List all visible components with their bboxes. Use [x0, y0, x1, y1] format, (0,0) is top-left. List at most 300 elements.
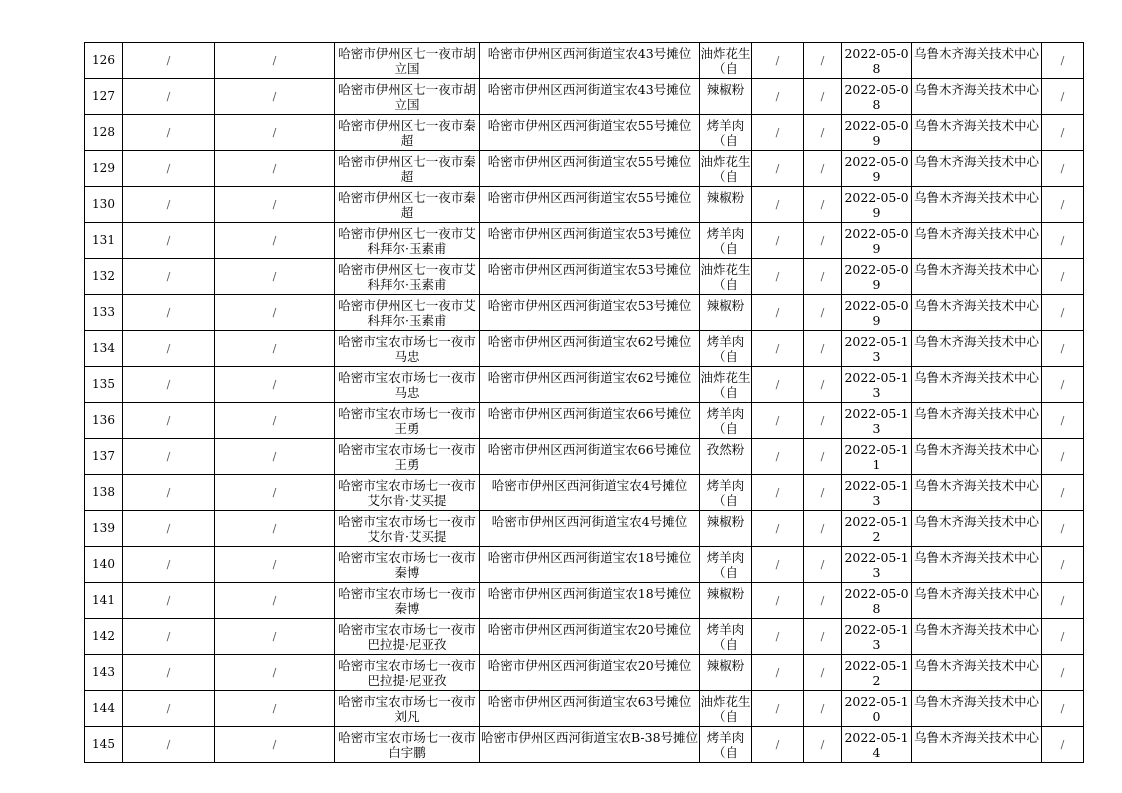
vendor-address-text: 哈密市伊州区西河街道宝农55号摊位 [487, 117, 692, 133]
table-row [85, 655, 1084, 691]
vendor-name-cell [335, 223, 480, 259]
sampling-date-text: 2022-05-09 [844, 153, 909, 184]
blank-cell [215, 439, 335, 475]
blank-text: / [820, 342, 825, 355]
sampling-date-cell [842, 295, 912, 331]
sampling-date-text: 2022-05-11 [844, 441, 909, 472]
product-name-text: 烤羊肉（自 [706, 117, 745, 148]
vendor-name-text: 哈密市宝农市场七一夜市巴拉提·尼亚孜 [338, 621, 476, 652]
testing-agency-text: 乌鲁木齐海关技术中心 [913, 153, 1039, 169]
vendor-name-cell [335, 151, 480, 187]
blank-text: / [166, 378, 171, 391]
vendor-name-cell [335, 655, 480, 691]
blank-cell [1042, 727, 1084, 763]
product-name-cell [700, 727, 752, 763]
blank-text: / [166, 342, 171, 355]
vendor-address-cell [480, 475, 700, 511]
vendor-address-text: 哈密市伊州区西河街道宝农53号摊位 [487, 297, 692, 313]
blank-text: / [1060, 594, 1065, 607]
row-number-text: 137 [92, 449, 115, 463]
blank-cell [123, 79, 215, 115]
testing-agency-cell [912, 727, 1042, 763]
blank-text: / [166, 162, 171, 175]
row-number-cell [85, 619, 123, 655]
blank-text: / [1060, 54, 1065, 67]
blank-cell [804, 151, 842, 187]
sampling-date-text: 2022-05-09 [844, 189, 909, 220]
table-row [85, 151, 1084, 187]
blank-text: / [820, 630, 825, 643]
blank-text: / [272, 630, 277, 643]
blank-text: / [166, 594, 171, 607]
testing-agency-text: 乌鲁木齐海关技术中心 [913, 585, 1039, 601]
blank-text: / [820, 198, 825, 211]
table-row [85, 259, 1084, 295]
row-number-cell [85, 547, 123, 583]
vendor-name-cell [335, 79, 480, 115]
blank-cell [215, 115, 335, 151]
vendor-name-text: 哈密市宝农市场七一夜市王勇 [338, 441, 476, 472]
row-number-cell [85, 151, 123, 187]
blank-cell [804, 367, 842, 403]
testing-agency-cell [912, 439, 1042, 475]
blank-cell [215, 583, 335, 619]
blank-cell [123, 43, 215, 79]
sampling-date-text: 2022-05-13 [844, 333, 909, 364]
blank-cell [1042, 43, 1084, 79]
sampling-date-text: 2022-05-08 [844, 45, 909, 76]
blank-cell [1042, 79, 1084, 115]
blank-cell [1042, 475, 1084, 511]
blank-text: / [775, 90, 780, 103]
product-name-cell [700, 43, 752, 79]
blank-cell [123, 583, 215, 619]
vendor-address-cell [480, 295, 700, 331]
product-name-text: 油炸花生（自 [700, 369, 751, 400]
vendor-address-text: 哈密市伊州区西河街道宝农66号摊位 [487, 441, 692, 457]
blank-cell [804, 115, 842, 151]
blank-text: / [820, 234, 825, 247]
testing-agency-cell [912, 403, 1042, 439]
blank-text: / [775, 594, 780, 607]
sampling-date-cell [842, 331, 912, 367]
row-number-cell [85, 655, 123, 691]
blank-text: / [166, 738, 171, 751]
sampling-date-cell [842, 691, 912, 727]
blank-text: / [1060, 486, 1065, 499]
vendor-address-text: 哈密市伊州区西河街道宝农4号摊位 [491, 477, 688, 493]
product-name-text: 辣椒粉 [706, 513, 745, 529]
blank-cell [123, 439, 215, 475]
testing-agency-text: 乌鲁木齐海关技术中心 [913, 405, 1039, 421]
blank-cell [215, 259, 335, 295]
blank-cell [752, 79, 804, 115]
blank-text: / [272, 522, 277, 535]
blank-cell [215, 547, 335, 583]
blank-cell [804, 619, 842, 655]
blank-text: / [820, 594, 825, 607]
vendor-address-text: 哈密市伊州区西河街道宝农4号摊位 [491, 513, 688, 529]
blank-cell [1042, 151, 1084, 187]
blank-text: / [166, 126, 171, 139]
blank-text: / [820, 54, 825, 67]
blank-text: / [820, 450, 825, 463]
testing-agency-cell [912, 79, 1042, 115]
vendor-address-text: 哈密市伊州区西河街道宝农18号摊位 [487, 549, 692, 565]
vendor-name-cell [335, 295, 480, 331]
blank-text: / [166, 54, 171, 67]
table-row [85, 331, 1084, 367]
vendor-address-cell [480, 439, 700, 475]
sampling-date-text: 2022-05-12 [844, 513, 909, 544]
blank-cell [804, 511, 842, 547]
product-name-text: 辣椒粉 [706, 81, 745, 97]
sampling-date-text: 2022-05-09 [844, 261, 909, 292]
blank-cell [804, 79, 842, 115]
product-name-text: 辣椒粉 [706, 189, 745, 205]
blank-text: / [820, 306, 825, 319]
blank-text: / [1060, 522, 1065, 535]
blank-text: / [1060, 702, 1065, 715]
blank-cell [1042, 439, 1084, 475]
table-body [85, 43, 1084, 763]
row-number-cell [85, 475, 123, 511]
blank-text: / [775, 630, 780, 643]
table-row [85, 115, 1084, 151]
product-name-text: 油炸花生（自 [700, 45, 751, 76]
blank-cell [1042, 655, 1084, 691]
blank-cell [123, 655, 215, 691]
product-name-cell [700, 439, 752, 475]
vendor-name-text: 哈密市伊州区七一夜市秦超 [338, 153, 476, 184]
row-number-text: 139 [92, 521, 115, 535]
sampling-date-cell [842, 223, 912, 259]
product-name-cell [700, 547, 752, 583]
blank-cell [1042, 331, 1084, 367]
product-name-text: 烤羊肉（自 [706, 405, 745, 436]
blank-cell [123, 511, 215, 547]
blank-cell [215, 295, 335, 331]
table-row [85, 223, 1084, 259]
sampling-date-text: 2022-05-09 [844, 117, 909, 148]
testing-agency-cell [912, 475, 1042, 511]
blank-text: / [272, 378, 277, 391]
row-number-cell [85, 79, 123, 115]
vendor-address-text: 哈密市伊州区西河街道宝农20号摊位 [487, 657, 692, 673]
blank-cell [804, 691, 842, 727]
blank-cell [752, 259, 804, 295]
blank-text: / [272, 450, 277, 463]
blank-cell [215, 475, 335, 511]
testing-agency-text: 乌鲁木齐海关技术中心 [913, 261, 1039, 277]
row-number-text: 133 [92, 305, 115, 319]
sampling-date-text: 2022-05-13 [844, 621, 909, 652]
blank-cell [1042, 187, 1084, 223]
product-name-cell [700, 151, 752, 187]
sampling-date-text: 2022-05-09 [844, 225, 909, 256]
testing-agency-cell [912, 43, 1042, 79]
blank-text: / [775, 54, 780, 67]
vendor-address-cell [480, 187, 700, 223]
row-number-cell [85, 115, 123, 151]
sampling-date-text: 2022-05-14 [844, 729, 909, 760]
blank-text: / [272, 234, 277, 247]
blank-cell [123, 295, 215, 331]
blank-cell [215, 223, 335, 259]
vendor-address-cell [480, 43, 700, 79]
vendor-name-cell [335, 403, 480, 439]
row-number-cell [85, 691, 123, 727]
blank-cell [804, 475, 842, 511]
vendor-name-cell [335, 43, 480, 79]
testing-agency-cell [912, 295, 1042, 331]
blank-text: / [166, 630, 171, 643]
sampling-date-cell [842, 151, 912, 187]
blank-text: / [166, 90, 171, 103]
blank-text: / [820, 126, 825, 139]
blank-text: / [166, 522, 171, 535]
blank-cell [215, 619, 335, 655]
vendor-address-text: 哈密市伊州区西河街道宝农18号摊位 [487, 585, 692, 601]
blank-cell [1042, 511, 1084, 547]
vendor-name-cell [335, 691, 480, 727]
blank-cell [752, 475, 804, 511]
vendor-address-cell [480, 691, 700, 727]
blank-text: / [1060, 414, 1065, 427]
blank-text: / [1060, 162, 1065, 175]
sampling-date-cell [842, 727, 912, 763]
vendor-name-cell [335, 115, 480, 151]
blank-cell [804, 403, 842, 439]
blank-text: / [1060, 126, 1065, 139]
sampling-date-text: 2022-05-12 [844, 657, 909, 688]
blank-cell [215, 727, 335, 763]
product-name-text: 辣椒粉 [706, 585, 745, 601]
inspection-results-table [84, 42, 1084, 763]
blank-cell [752, 187, 804, 223]
sampling-date-cell [842, 403, 912, 439]
product-name-cell [700, 475, 752, 511]
product-name-text: 烤羊肉（自 [706, 729, 745, 760]
testing-agency-text: 乌鲁木齐海关技术中心 [913, 621, 1039, 637]
testing-agency-cell [912, 115, 1042, 151]
blank-cell [123, 223, 215, 259]
row-number-text: 138 [92, 485, 115, 499]
blank-text: / [1060, 270, 1065, 283]
vendor-name-text: 哈密市宝农市场七一夜市刘凡 [338, 693, 476, 724]
blank-cell [804, 331, 842, 367]
testing-agency-text: 乌鲁木齐海关技术中心 [913, 441, 1039, 457]
testing-agency-text: 乌鲁木齐海关技术中心 [913, 513, 1039, 529]
blank-cell [1042, 115, 1084, 151]
blank-text: / [166, 414, 171, 427]
blank-text: / [272, 738, 277, 751]
vendor-address-text: 哈密市伊州区西河街道宝农63号摊位 [487, 693, 692, 709]
product-name-text: 烤羊肉（自 [706, 333, 745, 364]
sampling-date-text: 2022-05-10 [844, 693, 909, 724]
testing-agency-cell [912, 691, 1042, 727]
row-number-cell [85, 223, 123, 259]
vendor-address-text: 哈密市伊州区西河街道宝农53号摊位 [487, 225, 692, 241]
vendor-name-text: 哈密市伊州区七一夜市胡立国 [338, 81, 476, 112]
sampling-date-text: 2022-05-09 [844, 297, 909, 328]
blank-text: / [166, 450, 171, 463]
product-name-text: 油炸花生（自 [700, 261, 751, 292]
blank-text: / [272, 486, 277, 499]
vendor-name-text: 哈密市宝农市场七一夜市白宇鹏 [338, 729, 476, 760]
vendor-address-cell [480, 367, 700, 403]
sampling-date-text: 2022-05-13 [844, 477, 909, 508]
blank-text: / [272, 90, 277, 103]
sampling-date-cell [842, 115, 912, 151]
table-row [85, 187, 1084, 223]
blank-cell [752, 43, 804, 79]
row-number-cell [85, 439, 123, 475]
vendor-name-cell [335, 331, 480, 367]
blank-cell [804, 259, 842, 295]
product-name-text: 孜然粉 [706, 441, 745, 457]
blank-cell [752, 151, 804, 187]
testing-agency-text: 乌鲁木齐海关技术中心 [913, 117, 1039, 133]
sampling-date-cell [842, 367, 912, 403]
product-name-cell [700, 403, 752, 439]
blank-cell [1042, 403, 1084, 439]
table-row [85, 727, 1084, 763]
product-name-text: 烤羊肉（自 [706, 225, 745, 256]
blank-text: / [820, 666, 825, 679]
vendor-address-cell [480, 151, 700, 187]
blank-cell [752, 511, 804, 547]
testing-agency-cell [912, 187, 1042, 223]
blank-text: / [166, 702, 171, 715]
vendor-address-text: 哈密市伊州区西河街道宝农62号摊位 [487, 369, 692, 385]
blank-text: / [1060, 306, 1065, 319]
vendor-name-text: 哈密市宝农市场七一夜市马忠 [338, 333, 476, 364]
row-number-text: 145 [92, 737, 115, 751]
blank-cell [804, 295, 842, 331]
blank-text: / [820, 486, 825, 499]
vendor-address-text: 哈密市伊州区西河街道宝农53号摊位 [487, 261, 692, 277]
blank-text: / [272, 414, 277, 427]
blank-text: / [1060, 738, 1065, 751]
blank-text: / [166, 558, 171, 571]
vendor-address-text: 哈密市伊州区西河街道宝农62号摊位 [487, 333, 692, 349]
testing-agency-cell [912, 151, 1042, 187]
testing-agency-text: 乌鲁木齐海关技术中心 [913, 225, 1039, 241]
sampling-date-cell [842, 475, 912, 511]
blank-cell [752, 583, 804, 619]
blank-cell [215, 79, 335, 115]
blank-cell [123, 691, 215, 727]
testing-agency-cell [912, 223, 1042, 259]
blank-cell [215, 331, 335, 367]
sampling-date-cell [842, 547, 912, 583]
product-name-text: 辣椒粉 [706, 657, 745, 673]
product-name-text: 烤羊肉（自 [706, 549, 745, 580]
table-row [85, 619, 1084, 655]
blank-text: / [775, 558, 780, 571]
blank-cell [1042, 259, 1084, 295]
blank-text: / [775, 270, 780, 283]
testing-agency-text: 乌鲁木齐海关技术中心 [913, 189, 1039, 205]
product-name-cell [700, 259, 752, 295]
blank-cell [752, 295, 804, 331]
vendor-name-cell [335, 727, 480, 763]
vendor-address-cell [480, 79, 700, 115]
sampling-date-text: 2022-05-13 [844, 549, 909, 580]
vendor-address-text: 哈密市伊州区西河街道宝农55号摊位 [487, 189, 692, 205]
row-number-text: 131 [92, 233, 115, 247]
table-row [85, 691, 1084, 727]
sampling-date-cell [842, 583, 912, 619]
blank-cell [752, 331, 804, 367]
vendor-address-cell [480, 511, 700, 547]
blank-text: / [820, 162, 825, 175]
blank-text: / [820, 378, 825, 391]
blank-cell [123, 367, 215, 403]
blank-text: / [775, 522, 780, 535]
blank-cell [123, 331, 215, 367]
blank-cell [123, 187, 215, 223]
blank-text: / [166, 306, 171, 319]
vendor-name-cell [335, 187, 480, 223]
sampling-date-text: 2022-05-08 [844, 81, 909, 112]
vendor-address-text: 哈密市伊州区西河街道宝农43号摊位 [487, 81, 692, 97]
vendor-address-cell [480, 583, 700, 619]
blank-text: / [820, 702, 825, 715]
vendor-address-cell [480, 223, 700, 259]
blank-text: / [166, 666, 171, 679]
vendor-name-text: 哈密市宝农市场七一夜市秦博 [338, 549, 476, 580]
blank-cell [752, 403, 804, 439]
row-number-text: 141 [92, 593, 115, 607]
testing-agency-text: 乌鲁木齐海关技术中心 [913, 369, 1039, 385]
row-number-text: 136 [92, 413, 115, 427]
sampling-date-cell [842, 259, 912, 295]
vendor-address-text: 哈密市伊州区西河街道宝农B-38号摊位 [480, 729, 699, 745]
vendor-address-text: 哈密市伊州区西河街道宝农55号摊位 [487, 153, 692, 169]
blank-text: / [1060, 666, 1065, 679]
blank-cell [752, 439, 804, 475]
row-number-text: 143 [92, 665, 115, 679]
row-number-text: 142 [92, 629, 115, 643]
blank-text: / [775, 378, 780, 391]
testing-agency-cell [912, 367, 1042, 403]
blank-text: / [775, 414, 780, 427]
product-name-cell [700, 367, 752, 403]
vendor-name-text: 哈密市伊州区七一夜市艾科拜尔·玉素甫 [338, 297, 476, 328]
row-number-cell [85, 259, 123, 295]
blank-cell [752, 115, 804, 151]
blank-cell [123, 259, 215, 295]
product-name-cell [700, 331, 752, 367]
product-name-cell [700, 79, 752, 115]
blank-text: / [272, 54, 277, 67]
row-number-text: 132 [92, 269, 115, 283]
blank-cell [752, 367, 804, 403]
blank-cell [804, 187, 842, 223]
vendor-name-text: 哈密市宝农市场七一夜市艾尔肯·艾买提 [338, 513, 476, 544]
vendor-address-cell [480, 115, 700, 151]
product-name-cell [700, 295, 752, 331]
blank-text: / [820, 270, 825, 283]
table-row [85, 295, 1084, 331]
product-name-cell [700, 187, 752, 223]
testing-agency-text: 乌鲁木齐海关技术中心 [913, 693, 1039, 709]
vendor-address-cell [480, 547, 700, 583]
blank-text: / [775, 666, 780, 679]
vendor-name-cell [335, 583, 480, 619]
